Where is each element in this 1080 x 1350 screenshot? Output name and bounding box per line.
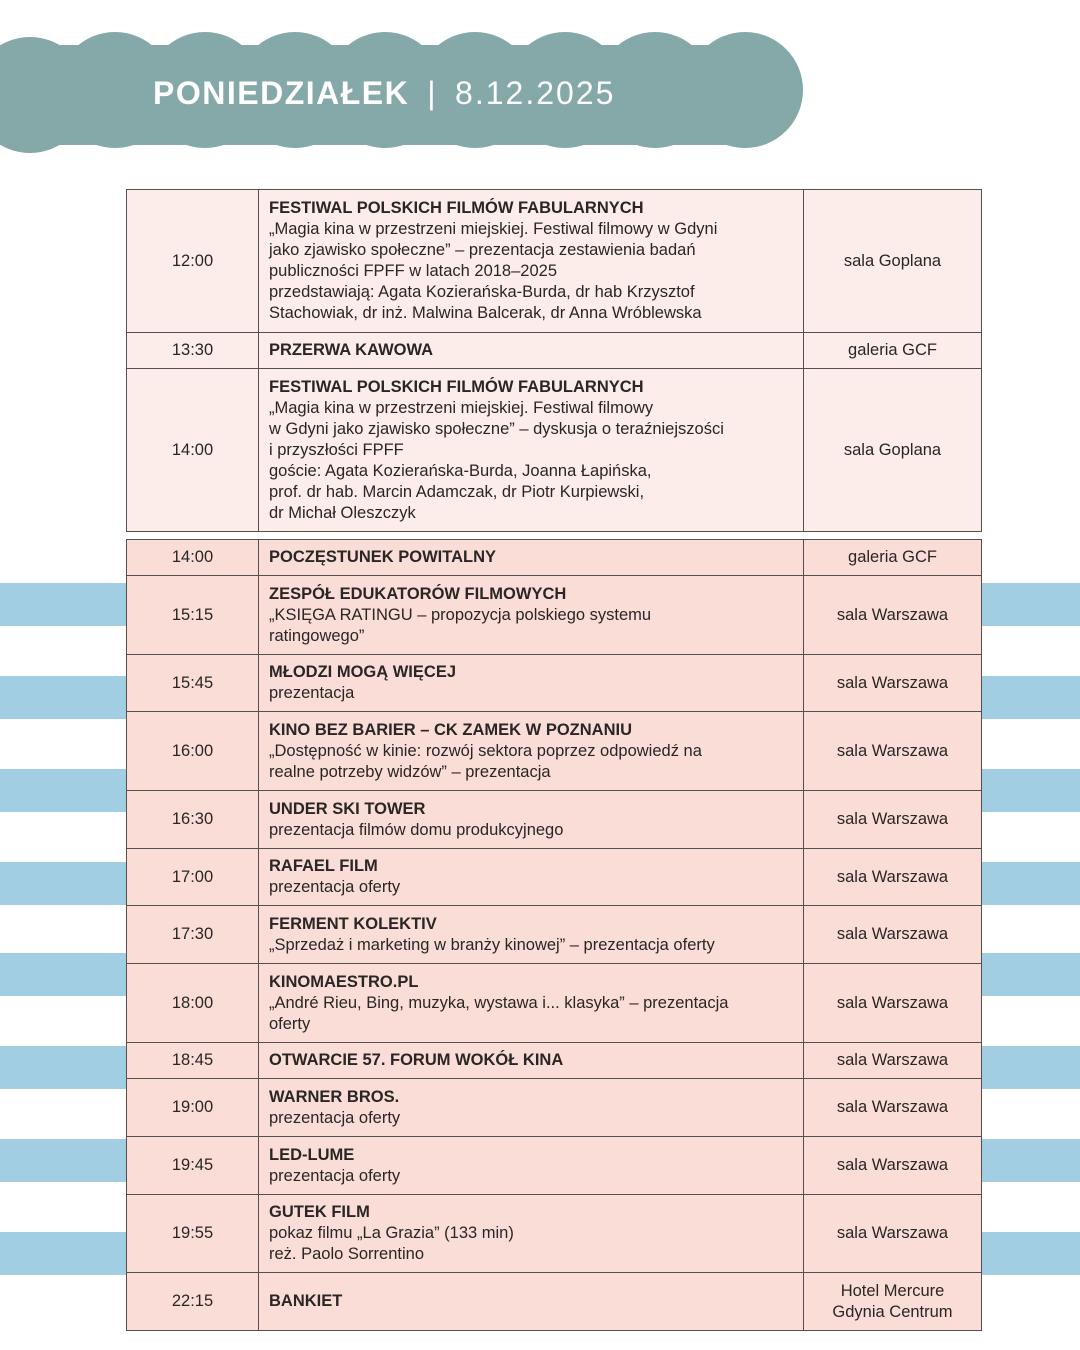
event-detail-line: „KSIĘGA RATINGU – propozycja polskiego systemu <box>269 605 652 624</box>
schedule-row <box>127 1043 982 1079</box>
event-detail-line: prezentacja oferty <box>269 878 401 896</box>
schedule-row <box>127 540 982 576</box>
event-detail-line: goście: Agata Kozierańska-Burda, Joanna Łapińska, <box>269 461 652 480</box>
event-detail-line: i przyszłości FPFF <box>269 440 404 459</box>
event-description <box>259 964 804 1043</box>
event-title: LED-LUME <box>269 1145 355 1164</box>
venue-line: galeria GCF <box>848 548 937 566</box>
event-description <box>259 791 804 849</box>
event-time: 19:55 <box>127 1195 259 1273</box>
schedule-row <box>127 576 982 655</box>
event-title: FESTIWAL POLSKICH FILMÓW FABULARNYCH <box>269 199 644 217</box>
event-description <box>259 540 804 576</box>
event-detail-line: realne potrzeby widzów” – prezentacja <box>269 762 551 781</box>
venue-line: sala Warszawa <box>836 1098 949 1116</box>
event-time: 19:00 <box>127 1079 259 1137</box>
schedule-row <box>127 1079 982 1137</box>
date-label: 8.12.2025 <box>455 75 616 111</box>
venue-line: sala Goplana <box>843 440 942 459</box>
event-venue <box>804 333 982 369</box>
event-detail-line: oferty <box>269 1014 311 1033</box>
event-description <box>259 849 804 906</box>
event-detail-line: prezentacja oferty <box>269 1166 401 1185</box>
venue-line: Gdynia Centrum <box>832 1302 953 1321</box>
event-venue <box>804 1137 982 1195</box>
event-venue <box>804 540 982 576</box>
schedule-row <box>127 1273 982 1331</box>
event-venue <box>804 791 982 849</box>
day-label: PONIEDZIAŁEK <box>153 75 410 111</box>
schedule-row <box>127 964 982 1043</box>
event-description <box>259 655 804 712</box>
schedule-row <box>127 333 982 369</box>
schedule-table-morning <box>126 189 982 532</box>
event-description <box>259 190 804 333</box>
event-venue <box>804 964 982 1043</box>
event-detail-line: jako zjawisko społeczne” – prezentacja zestawienia badań <box>269 241 696 259</box>
event-venue <box>804 1195 982 1273</box>
event-detail-line: prezentacja oferty <box>269 1108 401 1127</box>
header-banner <box>0 0 820 170</box>
event-time: 15:45 <box>127 655 259 712</box>
event-description <box>259 906 804 964</box>
venue-line: sala Warszawa <box>836 673 949 692</box>
venue-line: Hotel Mercure <box>840 1281 945 1300</box>
venue-line: sala Warszawa <box>836 605 949 624</box>
event-title: BANKIET <box>269 1292 343 1310</box>
event-detail-line: reż. Paolo Sorrentino <box>269 1245 425 1263</box>
event-description <box>259 576 804 655</box>
event-venue <box>804 1079 982 1137</box>
event-description <box>259 1195 804 1273</box>
event-time: 17:30 <box>127 906 259 964</box>
event-time: 15:15 <box>127 576 259 655</box>
event-title: FERMENT KOLEKTIV <box>269 914 437 933</box>
event-title: MŁODZI MOGĄ WIĘCEJ <box>269 663 456 681</box>
event-description <box>259 333 804 369</box>
event-venue <box>804 849 982 906</box>
event-venue <box>804 576 982 655</box>
event-detail-line: publiczności FPFF w latach 2018–2025 <box>269 262 557 280</box>
event-venue <box>804 1043 982 1079</box>
schedule-block-afternoon <box>126 539 957 1331</box>
event-venue <box>804 1273 982 1331</box>
event-title: PRZERWA KAWOWA <box>269 341 434 359</box>
schedule-table-afternoon <box>126 539 982 1331</box>
schedule-row <box>127 369 982 532</box>
schedule-row <box>127 906 982 964</box>
venue-line: sala Warszawa <box>836 741 949 760</box>
event-detail-line: przedstawiają: Agata Kozierańska-Burda, dr hab Krzysztof <box>269 283 695 301</box>
event-title: ZESPÓŁ EDUKATORÓW FILMOWYCH <box>269 584 567 603</box>
schedule-row <box>127 1195 982 1273</box>
event-title: RAFAEL FILM <box>269 857 378 875</box>
event-time: 12:00 <box>127 190 259 333</box>
schedule-row <box>127 712 982 791</box>
event-detail-line: prof. dr hab. Marcin Adamczak, dr Piotr Kurpiewski, <box>269 482 645 501</box>
event-detail-line: „Magia kina w przestrzeni miejskiej. Festiwal filmowy <box>269 398 654 417</box>
venue-line: sala Warszawa <box>836 1224 949 1242</box>
event-title: OTWARCIE 57. FORUM WOKÓŁ KINA <box>269 1051 564 1069</box>
event-venue <box>804 712 982 791</box>
event-time: 19:45 <box>127 1137 259 1195</box>
schedule-row <box>127 655 982 712</box>
event-title: KINOMAESTRO.PL <box>269 972 419 991</box>
event-description <box>259 1137 804 1195</box>
event-time: 17:00 <box>127 849 259 906</box>
event-detail-line: „André Rieu, Bing, muzyka, wystawa i... klasyka” – prezentacja <box>269 993 729 1012</box>
event-time: 22:15 <box>127 1273 259 1331</box>
event-time: 16:30 <box>127 791 259 849</box>
event-venue <box>804 906 982 964</box>
venue-line: sala Warszawa <box>836 993 949 1012</box>
event-venue <box>804 369 982 532</box>
venue-line: sala Warszawa <box>836 925 949 943</box>
event-detail-line: „Magia kina w przestrzeni miejskiej. Festiwal filmowy w Gdyni <box>269 220 718 238</box>
title-separator: | <box>427 75 438 111</box>
event-detail-line: prezentacja <box>269 684 355 702</box>
event-detail-line: „Dostępność w kinie: rozwój sektora poprzez odpowiedź na <box>269 741 702 760</box>
venue-line: sala Warszawa <box>836 1051 949 1069</box>
event-title: WARNER BROS. <box>269 1087 400 1106</box>
schedule-row <box>127 791 982 849</box>
event-description <box>259 1079 804 1137</box>
event-title: UNDER SKI TOWER <box>269 799 426 818</box>
venue-line: sala Warszawa <box>836 867 949 886</box>
event-description <box>259 369 804 532</box>
event-description <box>259 712 804 791</box>
event-time: 18:00 <box>127 964 259 1043</box>
event-time: 14:00 <box>127 369 259 532</box>
event-venue <box>804 655 982 712</box>
event-detail-line: prezentacja filmów domu produkcyjnego <box>269 820 564 839</box>
event-detail-line: pokaz filmu „La Grazia” (133 min) <box>269 1224 514 1242</box>
event-detail-line: w Gdyni jako zjawisko społeczne” – dyskusja o teraźniejszości <box>269 419 724 438</box>
schedule-row <box>127 849 982 906</box>
event-detail-line: „Sprzedaż i marketing w branży kinowej” – prezentacja oferty <box>269 935 715 954</box>
event-detail-line: Stachowiak, dr inż. Malwina Balcerak, dr Anna Wróblewska <box>269 304 702 322</box>
venue-line: galeria GCF <box>848 341 937 359</box>
event-time: 13:30 <box>127 333 259 369</box>
event-detail-line: ratingowego” <box>269 626 365 645</box>
venue-line: sala Warszawa <box>836 1156 949 1174</box>
page-title <box>153 70 615 116</box>
event-description <box>259 1273 804 1331</box>
event-description <box>259 1043 804 1079</box>
event-title: POCZĘSTUNEK POWITALNY <box>269 548 497 566</box>
event-time: 14:00 <box>127 540 259 576</box>
venue-line: sala Warszawa <box>836 810 949 828</box>
event-title: GUTEK FILM <box>269 1203 370 1221</box>
event-time: 18:45 <box>127 1043 259 1079</box>
schedule-block-morning <box>126 189 957 532</box>
venue-line: sala Goplana <box>843 251 942 270</box>
schedule-row <box>127 1137 982 1195</box>
event-venue <box>804 190 982 333</box>
event-title: FESTIWAL POLSKICH FILMÓW FABULARNYCH <box>269 377 644 396</box>
event-title: KINO BEZ BARIER – CK ZAMEK W POZNANIU <box>269 720 632 739</box>
event-detail-line: dr Michał Oleszczyk <box>269 503 416 522</box>
schedule-row <box>127 190 982 333</box>
event-time: 16:00 <box>127 712 259 791</box>
